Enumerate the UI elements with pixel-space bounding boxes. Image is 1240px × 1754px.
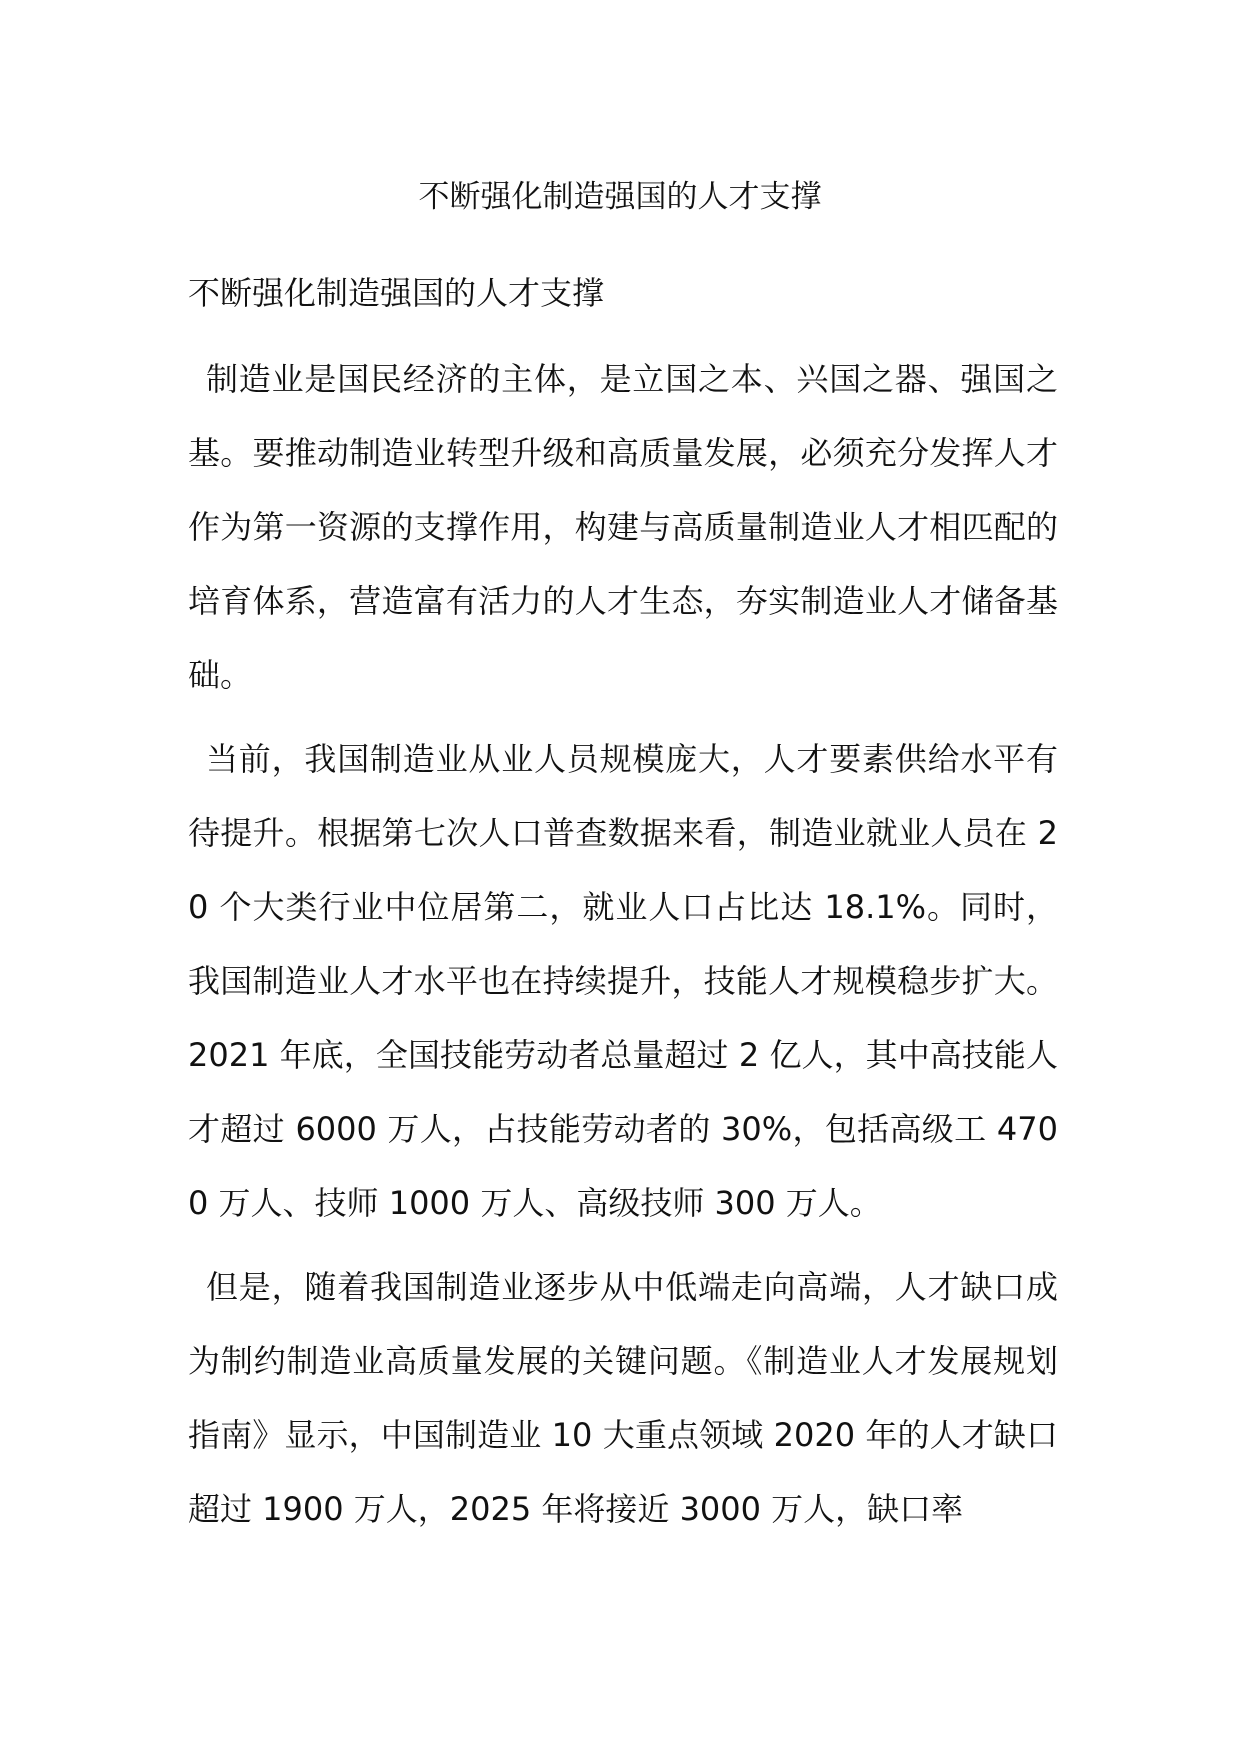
paragraph-1: 制造业是国民经济的主体，是立国之本、兴国之器、强国之基。要推动制造业转型升级和高质量发展，必须充分发挥人才作为第一资源的支撑作用，构建与高质量制造业人才相匹配的培育体系，营造富有活力的人才生态，夯实制造业人才储备基础。 bbox=[188, 360, 1058, 694]
document-subtitle: 不断强化制造强国的人才支撑 bbox=[188, 274, 605, 312]
paragraph-2: 当前，我国制造业从业人员规模庞大，人才要素供给水平有待提升。根据第七次人口普查数据来看，制造业就业人员在 20 个大类行业中位居第二，就业人口占比达 18.1%。同时，我国制造业人才水平也在持续提升，技能人才规模稳步扩大。2021 年底，全国技能劳动者总量超过 2 亿人，其中高技能人才超过 6000 万人，占技能劳动者的 30%，包括高级工 4700 万人、技师 1000 万人、高级技师 300 万人。 bbox=[188, 740, 1058, 1222]
paragraph-3: 但是，随着我国制造业逐步从中低端走向高端，人才缺口成为制约制造业高质量发展的关键问题。《制造业人才发展规划指南》显示，中国制造业 10 大重点领域 2020 年的人才缺口超过 1900 万人，2025 年将接近 3000 万人，缺口率 bbox=[188, 1268, 1058, 1528]
document-title: 不断强化制造强国的人才支撑 bbox=[418, 179, 822, 215]
document-body bbox=[188, 262, 1058, 1556]
